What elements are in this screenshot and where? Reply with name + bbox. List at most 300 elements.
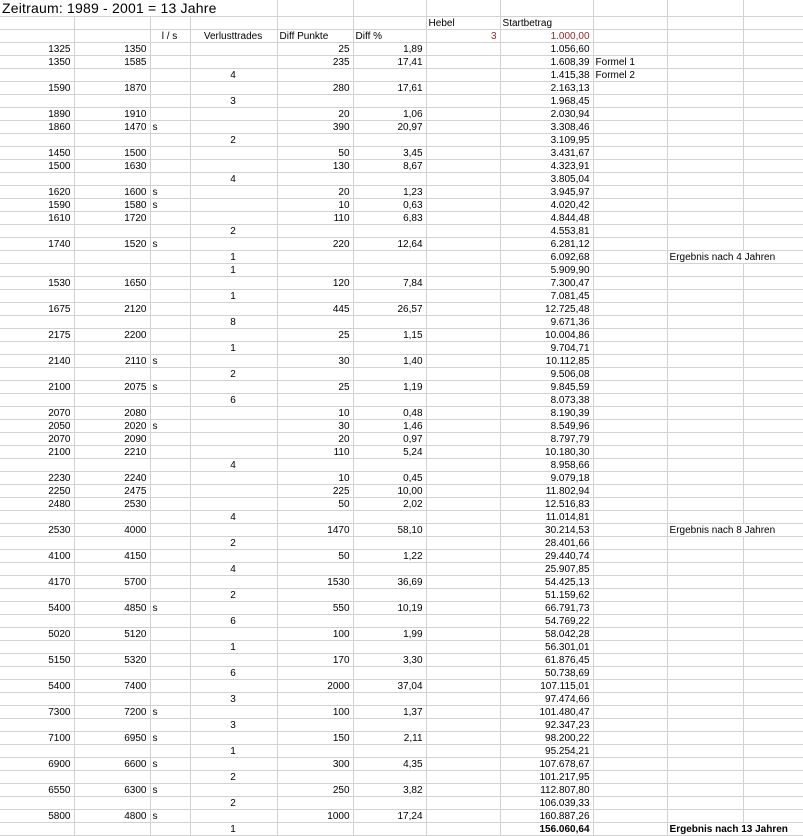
cell[interactable]: 1,37 <box>353 706 426 719</box>
cell[interactable] <box>667 69 743 82</box>
cell[interactable] <box>150 342 190 355</box>
cell[interactable] <box>667 394 743 407</box>
cell[interactable]: 2530 <box>74 498 150 511</box>
cell[interactable]: 25 <box>277 381 353 394</box>
cell[interactable] <box>277 368 353 381</box>
cell[interactable] <box>426 95 500 108</box>
cell[interactable] <box>0 264 74 277</box>
cell[interactable] <box>667 758 743 771</box>
cell[interactable] <box>353 173 426 186</box>
cell[interactable] <box>593 485 667 498</box>
cell[interactable]: 8.190,39 <box>500 407 593 420</box>
cell[interactable]: 4850 <box>74 602 150 615</box>
header-diff-punkte[interactable]: Diff Punkte <box>277 30 353 43</box>
cell[interactable] <box>190 238 277 251</box>
cell[interactable] <box>743 680 803 693</box>
cell[interactable]: 5150 <box>0 654 74 667</box>
cell[interactable] <box>426 199 500 212</box>
cell[interactable] <box>667 810 743 823</box>
cell[interactable] <box>426 56 500 69</box>
cell[interactable] <box>150 719 190 732</box>
cell[interactable] <box>277 823 353 836</box>
cell[interactable] <box>426 264 500 277</box>
cell[interactable] <box>667 641 743 654</box>
cell[interactable] <box>743 446 803 459</box>
cell[interactable] <box>667 238 743 251</box>
cell[interactable] <box>667 147 743 160</box>
cell[interactable] <box>353 615 426 628</box>
cell[interactable] <box>743 485 803 498</box>
cell[interactable] <box>150 277 190 290</box>
cell[interactable] <box>593 82 667 95</box>
cell[interactable]: 9.671,36 <box>500 316 593 329</box>
cell[interactable]: 30 <box>277 355 353 368</box>
cell[interactable] <box>426 212 500 225</box>
cell[interactable]: 1000 <box>277 810 353 823</box>
cell[interactable]: 1 <box>190 264 277 277</box>
cell[interactable]: 4.553,81 <box>500 225 593 238</box>
cell[interactable] <box>0 251 74 264</box>
cell[interactable] <box>353 368 426 381</box>
cell[interactable] <box>150 394 190 407</box>
cell[interactable] <box>426 69 500 82</box>
cell[interactable] <box>743 615 803 628</box>
cell[interactable]: 5120 <box>74 628 150 641</box>
cell[interactable]: 7,84 <box>353 277 426 290</box>
cell[interactable] <box>426 82 500 95</box>
cell[interactable] <box>426 342 500 355</box>
cell[interactable] <box>593 784 667 797</box>
cell[interactable] <box>426 290 500 303</box>
cell[interactable] <box>667 368 743 381</box>
cell[interactable]: 3.431,67 <box>500 147 593 160</box>
cell[interactable]: 1500 <box>74 147 150 160</box>
cell[interactable] <box>277 563 353 576</box>
cell[interactable] <box>426 381 500 394</box>
cell[interactable] <box>190 147 277 160</box>
cell[interactable]: s <box>150 784 190 797</box>
cell[interactable] <box>426 0 500 17</box>
cell[interactable] <box>353 316 426 329</box>
cell[interactable] <box>150 69 190 82</box>
cell[interactable] <box>667 264 743 277</box>
cell[interactable]: 3 <box>190 693 277 706</box>
cell[interactable]: 8 <box>190 316 277 329</box>
cell[interactable]: 2000 <box>277 680 353 693</box>
cell[interactable] <box>0 30 74 43</box>
cell[interactable]: 7100 <box>0 732 74 745</box>
cell[interactable] <box>593 771 667 784</box>
cell[interactable] <box>743 212 803 225</box>
cell[interactable] <box>743 433 803 446</box>
cell[interactable]: 5020 <box>0 628 74 641</box>
cell[interactable]: 1350 <box>0 56 74 69</box>
cell[interactable] <box>426 329 500 342</box>
cell[interactable]: 390 <box>277 121 353 134</box>
cell[interactable] <box>426 641 500 654</box>
cell[interactable]: 1 <box>190 823 277 836</box>
page-title[interactable]: Zeitraum: 1989 - 2001 = 13 Jahre <box>0 0 277 17</box>
cell[interactable] <box>743 654 803 667</box>
cell[interactable]: 5400 <box>0 680 74 693</box>
cell[interactable] <box>426 238 500 251</box>
cell[interactable] <box>426 147 500 160</box>
cell[interactable] <box>593 615 667 628</box>
cell[interactable] <box>277 641 353 654</box>
cell[interactable]: 1 <box>190 745 277 758</box>
cell[interactable] <box>593 394 667 407</box>
cell[interactable]: 1,23 <box>353 186 426 199</box>
cell[interactable]: 6550 <box>0 784 74 797</box>
cell[interactable] <box>277 589 353 602</box>
cell[interactable]: 9.845,59 <box>500 381 593 394</box>
cell[interactable] <box>593 355 667 368</box>
cell[interactable] <box>593 459 667 472</box>
cell[interactable] <box>667 745 743 758</box>
cell[interactable] <box>426 602 500 615</box>
cell[interactable] <box>426 576 500 589</box>
cell[interactable]: 10.112,85 <box>500 355 593 368</box>
cell[interactable] <box>426 173 500 186</box>
cell[interactable] <box>353 537 426 550</box>
cell[interactable] <box>190 108 277 121</box>
cell[interactable] <box>667 212 743 225</box>
cell[interactable] <box>0 225 74 238</box>
cell[interactable]: 4.844,48 <box>500 212 593 225</box>
cell[interactable] <box>426 368 500 381</box>
cell[interactable] <box>277 797 353 810</box>
cell[interactable]: 2140 <box>0 355 74 368</box>
cell[interactable] <box>743 43 803 56</box>
cell[interactable]: s <box>150 381 190 394</box>
cell[interactable] <box>667 186 743 199</box>
cell[interactable]: 150 <box>277 732 353 745</box>
cell[interactable] <box>150 745 190 758</box>
cell[interactable]: 100 <box>277 628 353 641</box>
cell[interactable] <box>743 784 803 797</box>
cell[interactable] <box>593 381 667 394</box>
cell[interactable] <box>277 745 353 758</box>
cell[interactable]: 20 <box>277 186 353 199</box>
cell[interactable] <box>150 43 190 56</box>
cell[interactable] <box>426 524 500 537</box>
cell[interactable] <box>74 693 150 706</box>
cell[interactable] <box>353 17 426 30</box>
cell[interactable] <box>150 797 190 810</box>
cell[interactable] <box>426 563 500 576</box>
cell[interactable] <box>426 498 500 511</box>
cell[interactable] <box>190 381 277 394</box>
cell[interactable] <box>743 563 803 576</box>
cell[interactable] <box>74 173 150 186</box>
cell[interactable] <box>667 615 743 628</box>
cell[interactable]: 51.159,62 <box>500 589 593 602</box>
cell[interactable] <box>667 160 743 173</box>
cell[interactable] <box>667 134 743 147</box>
cell[interactable] <box>0 745 74 758</box>
cell[interactable] <box>593 147 667 160</box>
cell[interactable] <box>667 173 743 186</box>
cell[interactable] <box>667 732 743 745</box>
cell[interactable] <box>190 433 277 446</box>
cell[interactable] <box>667 667 743 680</box>
cell[interactable]: 2070 <box>0 433 74 446</box>
cell[interactable]: 1890 <box>0 108 74 121</box>
cell[interactable] <box>667 433 743 446</box>
cell[interactable]: 17,24 <box>353 810 426 823</box>
cell[interactable] <box>667 628 743 641</box>
cell[interactable] <box>593 225 667 238</box>
cell[interactable] <box>743 303 803 316</box>
cell[interactable]: 170 <box>277 654 353 667</box>
cell[interactable]: 10,19 <box>353 602 426 615</box>
cell[interactable] <box>667 706 743 719</box>
cell[interactable] <box>277 264 353 277</box>
cell[interactable] <box>667 277 743 290</box>
cell[interactable]: 1 <box>190 290 277 303</box>
cell[interactable]: 3,30 <box>353 654 426 667</box>
cell[interactable]: 2175 <box>0 329 74 342</box>
cell[interactable] <box>74 589 150 602</box>
cell[interactable]: 1870 <box>74 82 150 95</box>
cell[interactable] <box>74 290 150 303</box>
cell[interactable] <box>150 225 190 238</box>
cell[interactable] <box>277 290 353 303</box>
cell[interactable]: 2 <box>190 225 277 238</box>
cell[interactable]: 4100 <box>0 550 74 563</box>
cell[interactable]: 2070 <box>0 407 74 420</box>
cell[interactable]: 1620 <box>0 186 74 199</box>
cell[interactable]: 2240 <box>74 472 150 485</box>
cell[interactable]: 1325 <box>0 43 74 56</box>
cell[interactable] <box>74 511 150 524</box>
cell[interactable] <box>0 771 74 784</box>
cell[interactable]: 10 <box>277 199 353 212</box>
cell[interactable] <box>667 381 743 394</box>
cell[interactable] <box>593 199 667 212</box>
cell[interactable] <box>426 654 500 667</box>
cell[interactable] <box>426 277 500 290</box>
cell[interactable] <box>593 134 667 147</box>
cell[interactable] <box>667 108 743 121</box>
cell[interactable]: 280 <box>277 82 353 95</box>
cell[interactable] <box>353 69 426 82</box>
cell[interactable] <box>0 563 74 576</box>
cell[interactable] <box>190 498 277 511</box>
cell[interactable] <box>0 615 74 628</box>
cell[interactable] <box>593 550 667 563</box>
cell[interactable] <box>426 745 500 758</box>
cell[interactable] <box>150 251 190 264</box>
cell[interactable]: 2110 <box>74 355 150 368</box>
cell[interactable] <box>190 654 277 667</box>
cell[interactable]: 58,10 <box>353 524 426 537</box>
cell[interactable] <box>150 628 190 641</box>
cell[interactable]: s <box>150 199 190 212</box>
cell[interactable]: 26,57 <box>353 303 426 316</box>
cell[interactable] <box>426 433 500 446</box>
cell[interactable] <box>593 628 667 641</box>
cell[interactable] <box>74 95 150 108</box>
cell[interactable] <box>743 745 803 758</box>
cell[interactable]: 130 <box>277 160 353 173</box>
cell[interactable]: 95.254,21 <box>500 745 593 758</box>
cell[interactable]: 1530 <box>277 576 353 589</box>
cell[interactable]: 3 <box>190 95 277 108</box>
cell[interactable] <box>743 329 803 342</box>
cell[interactable] <box>353 589 426 602</box>
cell[interactable] <box>150 667 190 680</box>
cell[interactable] <box>667 485 743 498</box>
cell[interactable] <box>743 108 803 121</box>
cell[interactable]: 7.081,45 <box>500 290 593 303</box>
cell[interactable] <box>74 537 150 550</box>
cell[interactable]: 3,82 <box>353 784 426 797</box>
cell[interactable] <box>190 160 277 173</box>
cell[interactable] <box>743 368 803 381</box>
cell[interactable] <box>593 368 667 381</box>
cell[interactable] <box>190 732 277 745</box>
cell[interactable] <box>426 511 500 524</box>
cell[interactable] <box>190 810 277 823</box>
cell[interactable]: 50 <box>277 147 353 160</box>
cell[interactable]: 2 <box>190 589 277 602</box>
cell[interactable] <box>667 199 743 212</box>
cell[interactable] <box>150 160 190 173</box>
cell[interactable]: 101.480,47 <box>500 706 593 719</box>
cell[interactable]: 37,04 <box>353 680 426 693</box>
cell[interactable] <box>500 0 593 17</box>
cell[interactable] <box>743 628 803 641</box>
cell[interactable] <box>426 316 500 329</box>
cell[interactable] <box>190 758 277 771</box>
cell[interactable]: 7300 <box>0 706 74 719</box>
cell[interactable] <box>593 212 667 225</box>
cell[interactable]: 1585 <box>74 56 150 69</box>
cell[interactable]: 5320 <box>74 654 150 667</box>
cell[interactable] <box>593 238 667 251</box>
cell[interactable] <box>593 706 667 719</box>
cell[interactable]: s <box>150 186 190 199</box>
cell[interactable] <box>426 251 500 264</box>
header-long-short[interactable]: l / s <box>150 30 190 43</box>
cell[interactable] <box>190 56 277 69</box>
cell[interactable]: 4 <box>190 563 277 576</box>
cell[interactable] <box>277 342 353 355</box>
cell[interactable] <box>190 485 277 498</box>
cell[interactable]: 7400 <box>74 680 150 693</box>
cell[interactable] <box>277 173 353 186</box>
cell[interactable]: 3.109,95 <box>500 134 593 147</box>
cell[interactable]: 12.516,83 <box>500 498 593 511</box>
cell[interactable]: 235 <box>277 56 353 69</box>
cell[interactable]: 30.214,53 <box>500 524 593 537</box>
cell[interactable] <box>743 173 803 186</box>
cell[interactable] <box>353 290 426 303</box>
cell[interactable] <box>593 95 667 108</box>
cell[interactable] <box>74 342 150 355</box>
cell[interactable] <box>743 589 803 602</box>
cell[interactable] <box>150 680 190 693</box>
cell[interactable] <box>0 342 74 355</box>
cell[interactable] <box>426 537 500 550</box>
cell[interactable]: 10,00 <box>353 485 426 498</box>
cell[interactable] <box>190 680 277 693</box>
cell[interactable] <box>150 407 190 420</box>
cell[interactable] <box>667 316 743 329</box>
cell[interactable]: 2210 <box>74 446 150 459</box>
cell[interactable]: 101.217,95 <box>500 771 593 784</box>
cell[interactable]: 4800 <box>74 810 150 823</box>
cell[interactable] <box>743 30 803 43</box>
cell[interactable] <box>277 771 353 784</box>
cell[interactable] <box>743 602 803 615</box>
cell[interactable]: 8.549,96 <box>500 420 593 433</box>
cell[interactable] <box>150 472 190 485</box>
cell[interactable]: 4 <box>190 173 277 186</box>
cell[interactable]: Formel 1 <box>593 56 667 69</box>
cell[interactable]: 1860 <box>0 121 74 134</box>
cell[interactable]: 4 <box>190 69 277 82</box>
cell[interactable] <box>426 459 500 472</box>
cell[interactable] <box>426 732 500 745</box>
cell[interactable] <box>593 433 667 446</box>
cell[interactable] <box>277 134 353 147</box>
cell[interactable] <box>0 589 74 602</box>
cell[interactable] <box>150 264 190 277</box>
cell[interactable] <box>353 511 426 524</box>
cell[interactable] <box>667 602 743 615</box>
cell[interactable] <box>353 563 426 576</box>
cell[interactable]: 2120 <box>74 303 150 316</box>
cell[interactable] <box>74 719 150 732</box>
cell[interactable] <box>743 693 803 706</box>
cell[interactable] <box>667 420 743 433</box>
cell[interactable]: 1,40 <box>353 355 426 368</box>
cell[interactable]: 160.887,26 <box>500 810 593 823</box>
cell[interactable] <box>150 303 190 316</box>
cell[interactable] <box>353 797 426 810</box>
cell[interactable]: 20,97 <box>353 121 426 134</box>
cell[interactable]: s <box>150 732 190 745</box>
cell[interactable] <box>277 225 353 238</box>
cell[interactable]: 50.738,69 <box>500 667 593 680</box>
cell[interactable] <box>426 407 500 420</box>
cell[interactable] <box>74 459 150 472</box>
cell[interactable]: 1520 <box>74 238 150 251</box>
cell[interactable] <box>593 186 667 199</box>
cell[interactable] <box>593 524 667 537</box>
cell[interactable] <box>150 446 190 459</box>
cell[interactable]: 300 <box>277 758 353 771</box>
cell[interactable] <box>150 329 190 342</box>
cell[interactable] <box>190 446 277 459</box>
cell[interactable] <box>593 511 667 524</box>
cell[interactable] <box>426 550 500 563</box>
cell[interactable]: 1590 <box>0 199 74 212</box>
cell[interactable] <box>74 17 150 30</box>
cell[interactable] <box>743 56 803 69</box>
cell[interactable]: 2480 <box>0 498 74 511</box>
cell[interactable] <box>667 56 743 69</box>
cell[interactable] <box>353 771 426 784</box>
cell[interactable] <box>150 537 190 550</box>
cell[interactable] <box>190 17 277 30</box>
cell[interactable]: 225 <box>277 485 353 498</box>
cell[interactable] <box>190 355 277 368</box>
cell[interactable]: 2,02 <box>353 498 426 511</box>
cell[interactable] <box>353 394 426 407</box>
